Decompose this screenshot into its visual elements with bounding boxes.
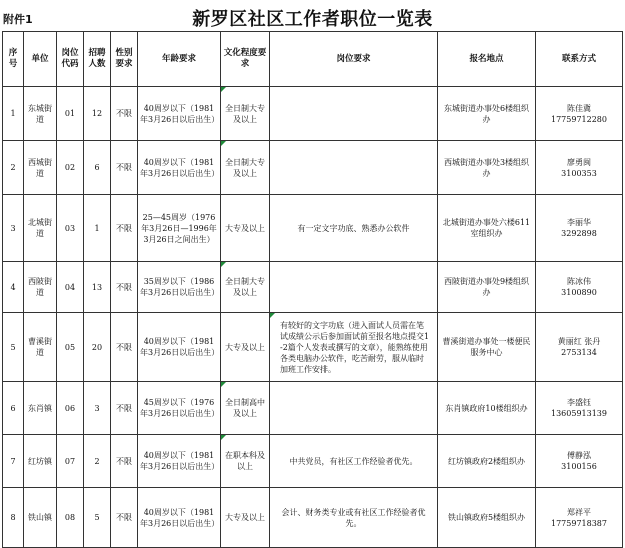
table-header-row xyxy=(3,32,623,87)
cell-contact xyxy=(536,382,623,435)
table-row xyxy=(3,87,623,141)
cell-age: 40周岁以下（1981年3月26日以后出生） xyxy=(138,87,221,141)
cell-count: 13 xyxy=(84,262,111,313)
cell-code: 03 xyxy=(57,195,84,262)
cell-age: 35周岁以下（1986年3月26日以后出生） xyxy=(138,262,221,313)
contact-name: 李丽华 xyxy=(567,218,591,227)
col-header-unit: 单位 xyxy=(24,32,57,87)
cell-count: 12 xyxy=(84,87,111,141)
cell-edu: 全日制高中及以上 xyxy=(221,382,270,435)
cell-unit: 铁山镇 xyxy=(24,488,57,548)
table-row xyxy=(3,141,623,195)
col-header-age: 年龄要求 xyxy=(138,32,221,87)
col-header-contact: 联系方式 xyxy=(536,32,623,87)
cell-age: 40周岁以下（1981年3月26日以后出生） xyxy=(138,435,221,488)
cell-no: 6 xyxy=(3,382,24,435)
cell-place: 红坊镇政府2楼组织办 xyxy=(438,435,536,488)
cell-contact xyxy=(536,435,623,488)
contact-phone: 3100890 xyxy=(561,288,597,297)
document-header xyxy=(0,0,625,32)
cell-edu: 全日制大专及以上 xyxy=(221,87,270,141)
cell-place: 曹溪街道办事处一楼便民服务中心 xyxy=(438,313,536,382)
cell-unit: 曹溪街道 xyxy=(24,313,57,382)
cell-place: 铁山镇政府5楼组织办 xyxy=(438,488,536,548)
cell-no: 7 xyxy=(3,435,24,488)
table-row xyxy=(3,488,623,548)
contact-phone: 3100156 xyxy=(561,462,597,471)
col-header-place: 报名地点 xyxy=(438,32,536,87)
cell-gender: 不限 xyxy=(111,87,138,141)
cell-edu: 大专及以上 xyxy=(221,488,270,548)
contact-name: 陈冰伟 xyxy=(567,277,591,286)
cell-code: 06 xyxy=(57,382,84,435)
cell-unit: 北城街道 xyxy=(24,195,57,262)
cell-age: 25—45周岁（1976年3月26日—1996年3月26日之间出生） xyxy=(138,195,221,262)
cell-code: 08 xyxy=(57,488,84,548)
page-title: 新罗区社区工作者职位一览表 xyxy=(192,9,433,30)
cell-count: 20 xyxy=(84,313,111,382)
contact-name: 廖勇闽 xyxy=(567,157,591,167)
cell-unit: 西陂街道 xyxy=(24,262,57,313)
cell-no: 3 xyxy=(3,195,24,262)
cell-no: 1 xyxy=(3,87,24,141)
cell-code: 02 xyxy=(57,141,84,195)
cell-count: 3 xyxy=(84,382,111,435)
cell-place: 西陂街道办事处9楼组织办 xyxy=(438,262,536,313)
cell-count: 2 xyxy=(84,435,111,488)
table-row xyxy=(3,382,623,435)
cell-gender: 不限 xyxy=(111,382,138,435)
cell-contact xyxy=(536,141,623,195)
cell-req: 有一定文字功底、熟悉办公软件 xyxy=(270,195,438,262)
col-header-count: 招聘人数 xyxy=(84,32,111,87)
cell-age: 40周岁以下（1981年3月26日以后出生） xyxy=(138,488,221,548)
cell-place: 东城街道办事处6楼组织办 xyxy=(438,87,536,141)
cell-req: 有较好的文字功底（进入面试人员需在笔试成绩公示后参加面试前至报名地点提交1-2篇个人发表或撰写的文章），能熟练使用各类电脑办公软件，吃苦耐劳，服从临时加班工作安排。 xyxy=(270,313,438,382)
cell-count: 6 xyxy=(84,141,111,195)
cell-age: 40周岁以下（1981年3月26日以后出生） xyxy=(138,313,221,382)
contact-name: 傅静泓 xyxy=(567,451,591,460)
cell-edu: 在职本科及以上 xyxy=(221,435,270,488)
cell-req xyxy=(270,382,438,435)
cell-no: 5 xyxy=(3,313,24,382)
cell-gender: 不限 xyxy=(111,141,138,195)
cell-age: 40周岁以下（1981年3月26日以后出生） xyxy=(138,141,221,195)
attachment-label: 附件1 xyxy=(3,13,33,26)
cell-req xyxy=(270,141,438,195)
position-table xyxy=(2,31,623,548)
contact-name: 郑祥平 xyxy=(567,507,591,517)
table-row xyxy=(3,195,623,262)
cell-no: 8 xyxy=(3,488,24,548)
col-header-edu: 文化程度要求 xyxy=(221,32,270,87)
contact-phone: 3100353 xyxy=(561,168,597,178)
cell-req: 会计、财务类专业或有社区工作经验者优先。 xyxy=(270,488,438,548)
cell-req: 中共党员，有社区工作经验者优先。 xyxy=(270,435,438,488)
cell-count: 1 xyxy=(84,195,111,262)
cell-place: 东肖镇政府10楼组织办 xyxy=(438,382,536,435)
cell-code: 01 xyxy=(57,87,84,141)
cell-age: 45周岁以下（1976年3月26日以后出生） xyxy=(138,382,221,435)
cell-contact xyxy=(536,488,623,548)
cell-unit: 东城街道 xyxy=(24,87,57,141)
cell-no: 2 xyxy=(3,141,24,195)
table-row xyxy=(3,435,623,488)
cell-edu: 全日制大专及以上 xyxy=(221,262,270,313)
cell-edu: 大专及以上 xyxy=(221,313,270,382)
contact-phone: 17759718387 xyxy=(551,518,607,528)
cell-unit: 西城街道 xyxy=(24,141,57,195)
col-header-req: 岗位要求 xyxy=(270,32,438,87)
cell-code: 04 xyxy=(57,262,84,313)
col-header-code: 岗位代码 xyxy=(57,32,84,87)
cell-contact xyxy=(536,262,623,313)
cell-contact xyxy=(536,87,623,141)
cell-gender: 不限 xyxy=(111,262,138,313)
cell-unit: 红坊镇 xyxy=(24,435,57,488)
contact-name: 黄丽红 张丹 xyxy=(557,337,601,346)
cell-count: 5 xyxy=(84,488,111,548)
contact-phone: 3292898 xyxy=(561,229,597,238)
cell-gender: 不限 xyxy=(111,435,138,488)
table-row xyxy=(3,313,623,382)
cell-unit: 东肖镇 xyxy=(24,382,57,435)
cell-edu: 大专及以上 xyxy=(221,195,270,262)
col-header-gender: 性别要求 xyxy=(111,32,138,87)
col-header-no: 序号 xyxy=(3,32,24,87)
cell-edu: 全日制大专及以上 xyxy=(221,141,270,195)
cell-req xyxy=(270,262,438,313)
cell-gender: 不限 xyxy=(111,313,138,382)
cell-gender: 不限 xyxy=(111,488,138,548)
cell-no: 4 xyxy=(3,262,24,313)
contact-name: 陈佳冀 xyxy=(567,103,591,113)
cell-code: 05 xyxy=(57,313,84,382)
cell-contact xyxy=(536,195,623,262)
cell-place: 北城街道办事处六楼611室组织办 xyxy=(438,195,536,262)
contact-name: 李盛钰 xyxy=(567,398,591,407)
cell-gender: 不限 xyxy=(111,195,138,262)
contact-phone: 17759712280 xyxy=(551,114,607,124)
cell-req xyxy=(270,87,438,141)
contact-phone: 2753134 xyxy=(561,348,597,357)
cell-contact xyxy=(536,313,623,382)
cell-code: 07 xyxy=(57,435,84,488)
cell-place: 西城街道办事处3楼组织办 xyxy=(438,141,536,195)
table-row xyxy=(3,262,623,313)
contact-phone: 13605913139 xyxy=(551,409,607,418)
